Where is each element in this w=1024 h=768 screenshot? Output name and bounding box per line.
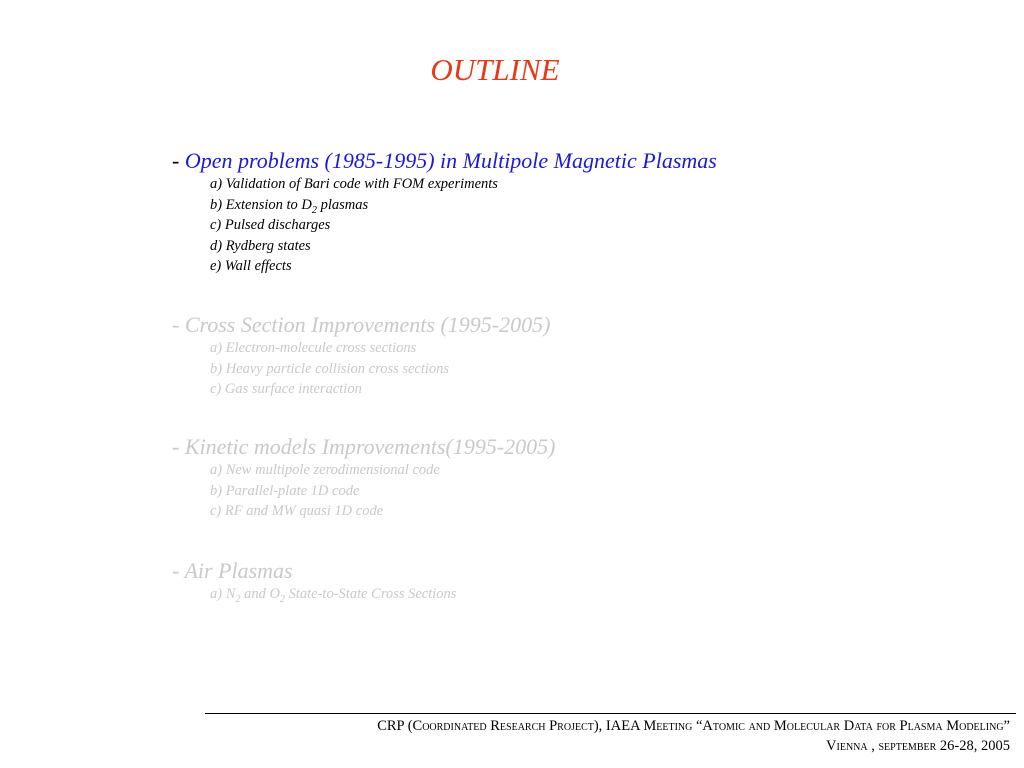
list-item: c) Gas surface interaction — [210, 381, 362, 397]
list-item: c) Pulsed discharges — [210, 217, 331, 233]
footer-meeting-line — [377, 718, 1010, 735]
footer-city: Vienna , september — [826, 738, 937, 754]
bullet-dash: - — [172, 148, 180, 173]
list-item: b) Parallel-plate 1D code — [210, 482, 360, 499]
section-item-list — [172, 584, 932, 605]
bullet-dash: - — [172, 434, 180, 459]
bullet-dash: - — [172, 312, 180, 337]
section-item-list — [172, 460, 932, 522]
section-air-plasmas — [172, 557, 932, 605]
bullet-dash: - — [172, 558, 180, 583]
section-open-problems — [172, 147, 932, 277]
list-item: a) $N_2$ and $O_2$ State-to-State Cross Sections — [210, 586, 457, 605]
slide-title: OUTLINE — [430, 52, 560, 87]
footer-meeting-text: CRP (Coordinated Research Project), IAEA Meeting “Atomic and Molecular Data for Plasma Modeling” — [377, 718, 1010, 734]
section-title: Air Plasmas — [184, 558, 293, 583]
list-item: b) Heavy particle collision cross sections — [210, 360, 450, 377]
section-heading — [172, 433, 932, 460]
list-item: a) Electron-molecule cross sections — [210, 340, 417, 356]
footer-dates: 26-28, 2005 — [939, 738, 1010, 754]
list-item: c) RF and MW quasi 1D code — [210, 503, 384, 519]
section-cross-section — [172, 311, 932, 400]
section-item-list — [172, 338, 932, 400]
footer-divider — [205, 713, 1016, 714]
section-heading — [172, 311, 932, 338]
section-heading — [172, 557, 932, 584]
footer-venue-line — [826, 738, 1010, 755]
list-item: a) New multipole zerodimensional code — [210, 462, 440, 478]
section-title: Open problems (1985-1995) in Multipole Magnetic Plasmas — [184, 148, 717, 173]
section-item-list — [172, 174, 932, 277]
section-heading — [172, 147, 932, 174]
list-item: a) Validation of Bari code with FOM experiments — [210, 176, 498, 192]
list-item: e) Wall effects — [210, 258, 292, 274]
section-title: Cross Section Improvements (1995-2005) — [184, 312, 551, 337]
list-item: b) Extension to $D_2$ plasmas — [210, 196, 369, 216]
list-item: d) Rydberg states — [210, 237, 311, 254]
section-title: Kinetic models Improvements(1995-2005) — [184, 434, 556, 459]
section-kinetic-models — [172, 433, 932, 522]
